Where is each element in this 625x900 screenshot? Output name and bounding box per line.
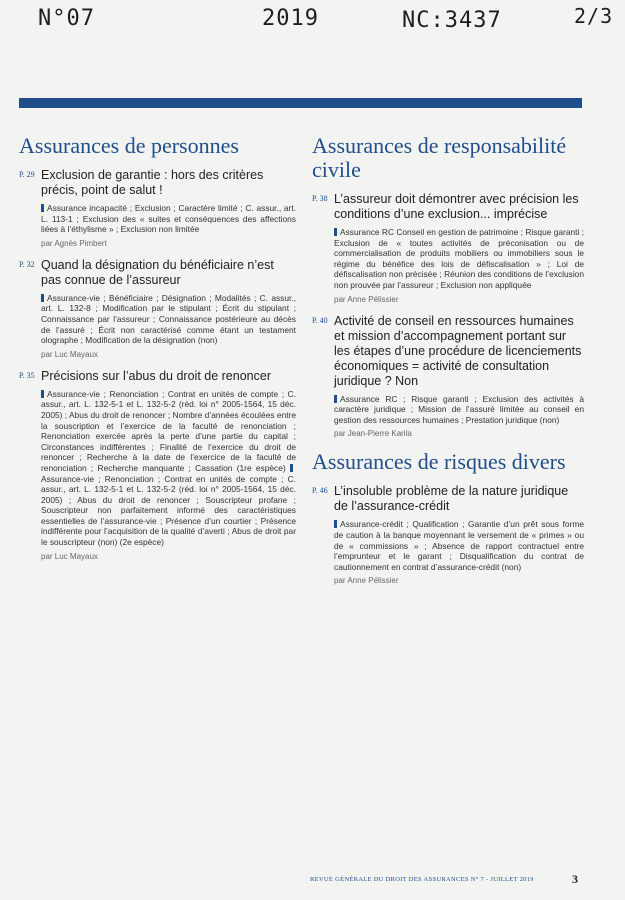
bullet-mark-icon [290,464,293,472]
page-ref: P. 46 [312,486,328,496]
article-summary: Assurance RC ; Risque garanti ; Exclusion des activités à caractère juridique ; Mission de l’assuré limitée au conseil en gestion des ressources humaines ; Prestation juridique (non) [334,393,584,425]
article-p35 [19,369,296,561]
page-ref: P. 29 [19,170,35,179]
article-author: par Luc Mayaux [41,551,98,561]
article-p29 [19,168,296,248]
article-author: par Anne Pélissier [334,294,399,304]
section-title-responsabilite-civile: Assurances de responsabilité civile [312,133,567,182]
bullet-mark-icon [334,520,337,528]
article-summary: Assurance incapacité ; Exclusion ; Caractère limité ; C. assur., art. L. 113-1 ; Exclusion des « suites et conséquences des affections liées à l’éthylisme » ; Exclusion non limitée [41,203,296,235]
article-title: L’assureur doit démontrer avec précision les conditions d’une exclusion... imprécise [334,192,579,221]
article-title: Quand la désignation du bénéficiaire n’est pas connue de l’assureur [41,257,274,287]
article-p32 [19,258,296,359]
article-title: Précisions sur l’abus du droit de renoncer [41,368,271,383]
article-title: Activité de conseil en ressources humaines et mission d’accompagnement portant sur les étapes d’une procédure de licenciements économiques = activité de consultation juridique ? Non [334,313,582,388]
article-author: par Anne Pélissier [334,576,399,586]
journal-footer: REVUE GÉNÉRALE DU DROIT DES ASSURANCES N° 7 - JUILLET 2019 [310,876,534,883]
bullet-mark-icon [41,204,44,212]
page-ref: P. 38 [312,194,328,203]
section-title-risques-divers: Assurances de risques divers [312,449,566,475]
article-author: par Agnès Pimbert [41,238,107,248]
page-ref: P. 40 [312,315,328,325]
section-title-personnes: Assurances de personnes [19,133,239,158]
page-number: 3 [572,872,578,886]
article-p40 [312,314,584,439]
handwritten-fraction: 2/3 [574,4,614,28]
article-summary: Assurance-crédit ; Qualification ; Garantie d’un prêt sous forme de caution à la banque moyennant le versement de « primes » ou de « commissions » ; Absence de rapport contractuel entre l’emprunteur et le garant ; Disqualification du contrat de cautionnement en contrat d’assurance-crédit (non) [334,519,584,572]
handwritten-year: 2019 [262,6,319,31]
top-accent-bar [19,98,582,108]
left-column [19,122,296,571]
bullet-mark-icon [334,228,337,236]
article-author: par Jean-Pierre Karila [334,429,412,439]
article-title: L’insoluble problème de la nature juridique de l’assurance-crédit [334,484,569,514]
article-summary: Assurance-vie ; Bénéficiaire ; Désignation ; Modalités ; C. assur., art. L. 132-8 ; Modification par le stipulant ; Écrit du stipulant ; Connaissance par l’assureur ; Connaissance postérieure au décès de l’assuré ; Écrit non caractérisé comme étant un testament olographe ; Modification de la désignation (non) [41,292,296,346]
right-column [312,122,584,595]
article-p46 [312,484,584,585]
bullet-mark-icon [334,395,337,403]
page-ref: P. 35 [19,370,35,380]
article-summary: Assurance RC Conseil en gestion de patrimoine ; Risque garanti ; Exclusion de « toutes activités de préconisation ou de commercialisation de produits mobiliers ou immobiliers sous le régime du bénéfice des lois de défiscalisation » ; Loi de défiscalisation non précisée ; Réunion des conditions de l’exclusion non prouvée par l’assureur ; Exclusion non appliquée [334,227,584,290]
article-title: Exclusion de garantie : hors des critères précis, point de salut ! [41,168,264,197]
article-author: par Luc Mayaux [41,349,98,359]
bullet-mark-icon [41,294,44,302]
bullet-mark-icon [41,390,44,398]
handwritten-number: N°07 [38,6,95,31]
page-ref: P. 32 [19,259,35,269]
handwritten-nc-code: NC:3437 [402,8,502,33]
article-summary: Assurance-vie ; Renonciation ; Contrat en unités de compte ; C. assur., art. L. 132-5-1 et L. 132-5-2 (réd. loi n° 2005-1564, 15 déc. 2005) ; Abus du droit de renoncer ; Nombre d’années écoulées entre la souscription et l’exercice de la faculté de renonciation ; Renonciation exercée après la perte d’une partie du capital ; Circonstances indifférentes ; Finalité de l’exercice du droit de renoncer ; Recherche à la date de l’exercice de la faculté de renonciation ; Recherche manquante ; Cassation (1re espèce) Assurance-vie ; Renonciation ; Contrat en unités de compte ; C. assur., art. L. 132-5-1 et L. 132-5-2 (réd. loi n° 2005-1564, 15 déc. 2005) ; Abus du droit de renoncer ; Souscripteur profane ; Souscripteur non parfaitement informé des caractéristiques essentielles de l’assurance-vie ; Présence d’un courtier ; Présence indifférente pour l’acquisition de la qualité d’averti ; Abus de droit par le souscripteur (non) (2e espèce) [41,388,296,548]
article-p38 [312,192,584,304]
